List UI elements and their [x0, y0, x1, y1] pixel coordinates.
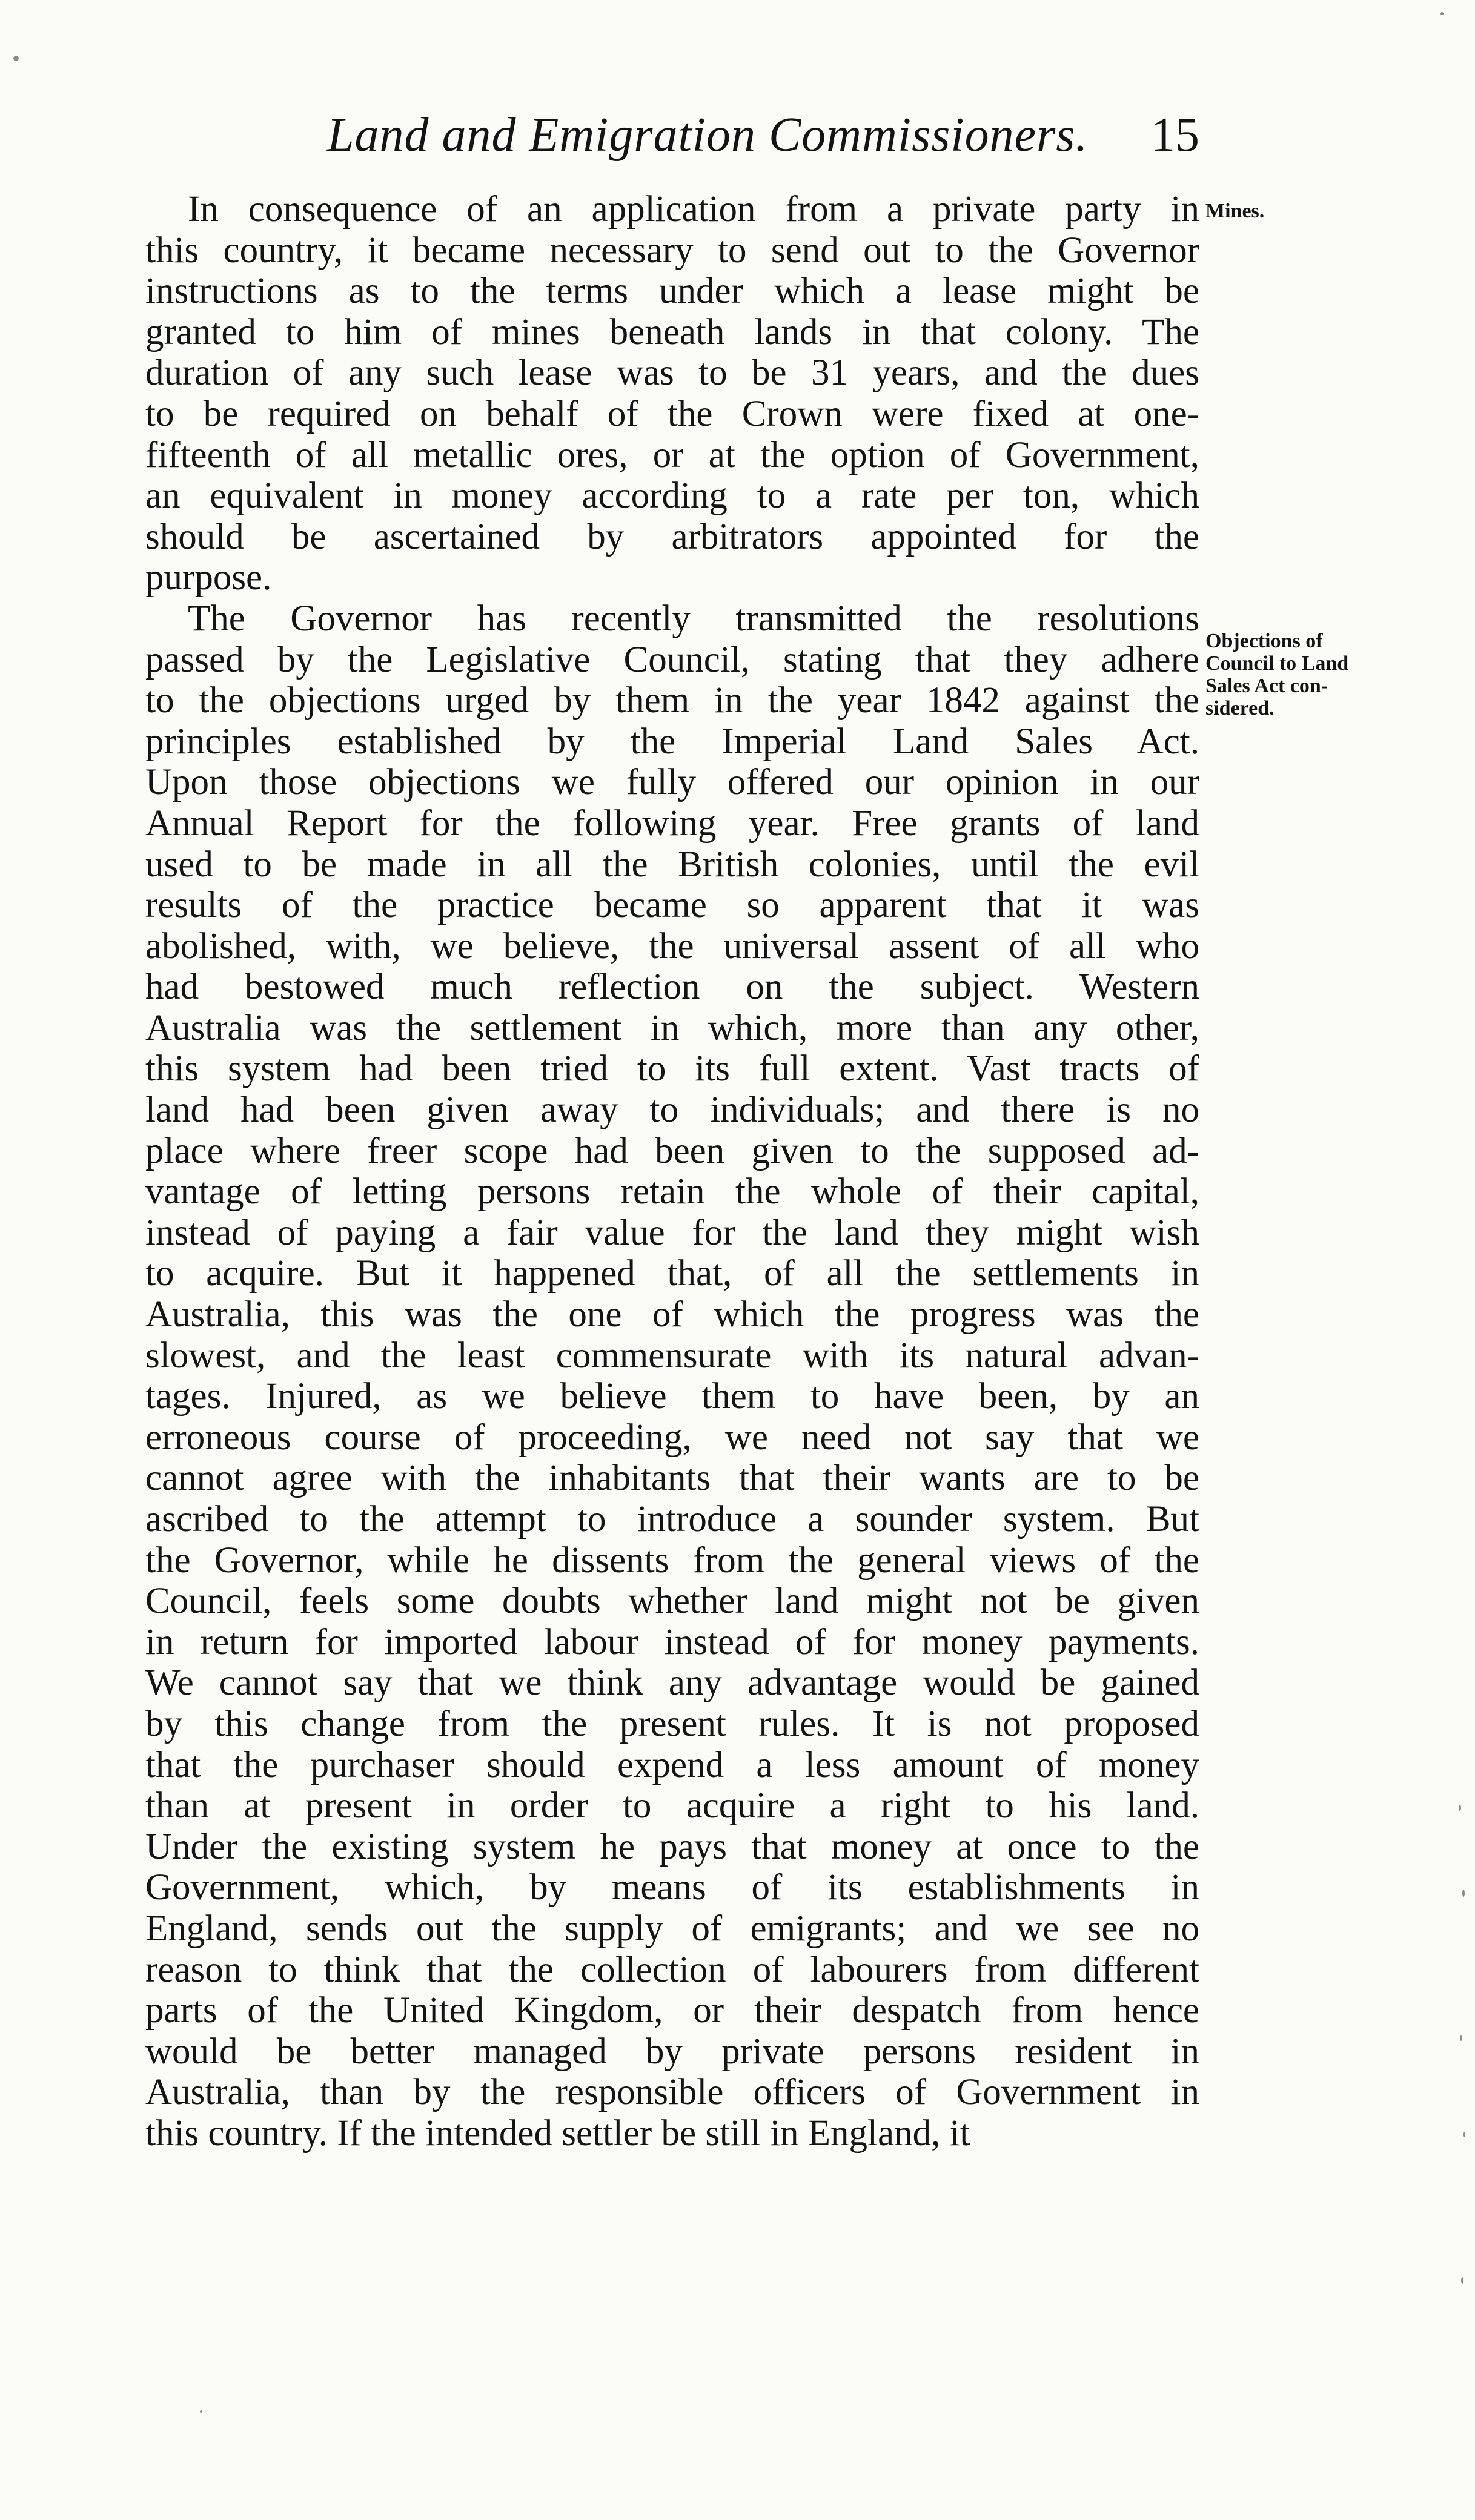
text-line: to be required on behalf of the Crown were fixed at one- [145, 393, 1199, 434]
text-line: would be better managed by private persons resident in [145, 2031, 1199, 2072]
text-line: tages. Injured, as we believe them to have been, by an [145, 1376, 1199, 1417]
text-line: Annual Report for the following year. Free grants of land [145, 802, 1199, 844]
text-line: In consequence of an application from a private party in [188, 189, 1199, 230]
text-line: this country. If the intended settler be still in England, it [145, 2112, 970, 2154]
text-line: in return for imported labour instead of for money payments. [145, 1621, 1199, 1662]
paper-speck [1461, 2277, 1463, 2284]
paper-speck [1460, 2035, 1462, 2041]
text-line: Upon those objections we fully offered our opinion in our [145, 762, 1199, 803]
text-line: by this change from the present rules. It is not proposed [145, 1703, 1199, 1744]
paper-speck [1462, 1890, 1465, 1897]
text-line: instructions as to the terms under which a lease might be [145, 271, 1199, 312]
text-line: to acquire. But it happened that, of all the settlements in [145, 1253, 1199, 1294]
sidenote-objections [1205, 630, 1348, 719]
body-text [145, 189, 1199, 2154]
sidenote-line: Council to Land [1205, 652, 1349, 675]
sidenote-line: Objections of [1205, 630, 1323, 652]
sidenote-line: Mines. [1205, 200, 1265, 222]
text-line: used to be made in all the British colonies, until the evil [145, 844, 1199, 885]
text-line: instead of paying a fair value for the land they might wish [145, 1212, 1199, 1253]
text-line: reason to think that the collection of labourers from different [145, 1949, 1199, 1990]
text-line: to the objections urged by them in the year 1842 against the [145, 680, 1199, 721]
text-line: land had been given away to individuals; and there is no [145, 1090, 1199, 1131]
text-line: duration of any such lease was to be 31 years, and the dues [145, 352, 1199, 394]
sidenote-line: Sales Act con- [1205, 675, 1328, 697]
page-number: 15 [1151, 108, 1199, 162]
text-line: this country, it became necessary to send out to the Governor [145, 230, 1199, 271]
running-title: Land and Emigration Commissioners. [327, 108, 1089, 162]
text-line: Australia, this was the one of which the progress was the [145, 1294, 1199, 1335]
text-line: The Governor has recently transmitted the resolutions [188, 598, 1199, 639]
running-head [145, 102, 1199, 168]
sidenote-line: sidered. [1205, 697, 1274, 719]
text-line: this system had been tried to its full extent. Vast tracts of [145, 1048, 1199, 1090]
paper-speck [1459, 1805, 1461, 1811]
text-line: ascribed to the attempt to introduce a sounder system. But [145, 1499, 1199, 1539]
paper-speck [1440, 12, 1444, 15]
text-line: than at present in order to acquire a right to his land. [145, 1785, 1199, 1827]
text-line: Government, which, by means of its establishments in [145, 1867, 1199, 1908]
paper-speck [1463, 2132, 1465, 2137]
text-line: the Governor, while he dissents from the general views of the [145, 1539, 1199, 1581]
text-line: an equivalent in money according to a rate per ton, which [145, 475, 1199, 517]
text-line: place where freer scope had been given to the supposed ad- [145, 1130, 1199, 1171]
text-line: erroneous course of proceeding, we need not say that we [145, 1417, 1199, 1458]
text-line: should be ascertained by arbitrators appointed for the [145, 516, 1199, 557]
text-line: had bestowed much reflection on the subject. Western [145, 967, 1199, 1008]
text-line: results of the practice became so apparent that it was [145, 885, 1199, 926]
sidenote-mines [1205, 200, 1264, 222]
text-line: Under the existing system he pays that money at once to the [145, 1826, 1199, 1867]
text-line: fifteenth of all metallic ores, or at the option of Government, [145, 434, 1199, 475]
paper-speck [13, 56, 19, 61]
text-line: principles established by the Imperial Land Sales Act. [145, 721, 1199, 762]
text-line: purpose. [145, 557, 272, 598]
text-line: passed by the Legislative Council, stating that they adhere [145, 639, 1199, 680]
text-line: cannot agree with the inhabitants that their wants are to be [145, 1458, 1199, 1499]
paper-speck [200, 2410, 202, 2413]
text-line: granted to him of mines beneath lands in that colony. The [145, 311, 1199, 352]
text-line: Australia, than by the responsible officers of Government in [145, 2072, 1199, 2113]
text-line: abolished, with, we believe, the universal assent of all who [145, 925, 1199, 967]
text-line: Council, feels some doubts whether land might not be given [145, 1581, 1199, 1622]
text-line: We cannot say that we think any advantage would be gained [145, 1662, 1199, 1704]
text-line: vantage of letting persons retain the whole of their capital, [145, 1171, 1199, 1212]
text-line: that the purchaser should expend a less amount of money [145, 1744, 1199, 1785]
text-line: slowest, and the least commensurate with its natural advan- [145, 1335, 1199, 1376]
text-line: England, sends out the supply of emigrants; and we see no [145, 1908, 1199, 1949]
text-line: parts of the United Kingdom, or their despatch from hence [145, 1990, 1199, 2031]
text-line: Australia was the settlement in which, more than any other, [145, 1007, 1199, 1048]
